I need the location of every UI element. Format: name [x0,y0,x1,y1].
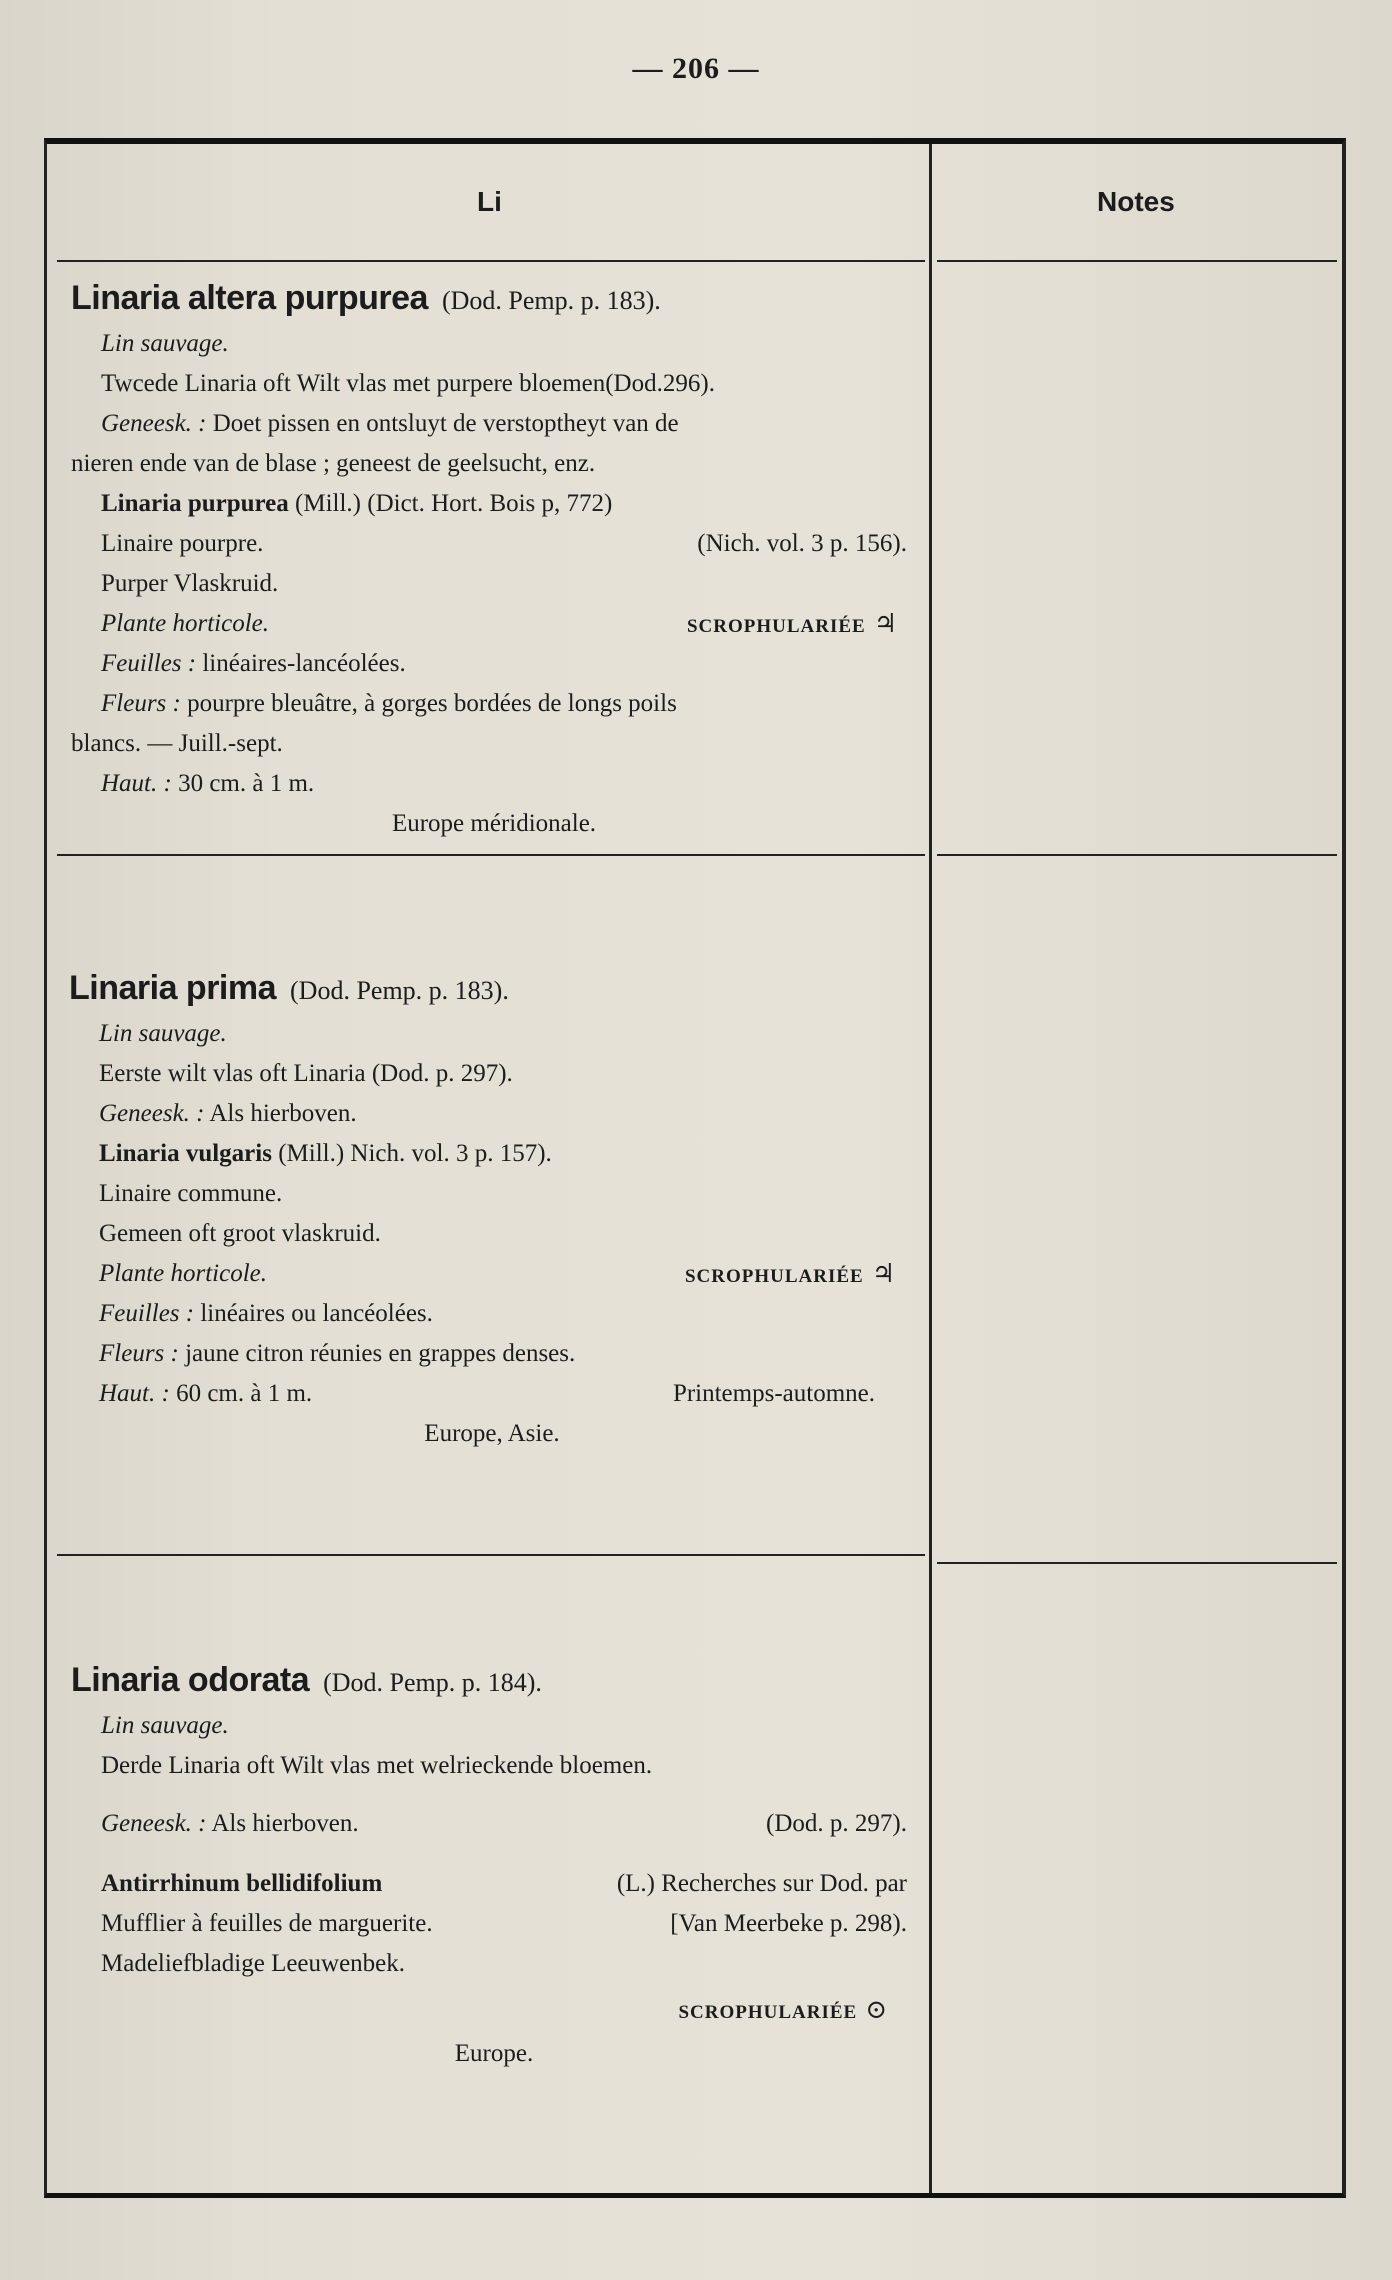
annual-symbol-icon: ⊙ [865,1995,887,2024]
geneesk-label: Geneesk. : [101,1810,207,1837]
entry-title: Linaria prima [69,969,277,1007]
geneesk-label: Geneesk. : [101,410,207,437]
dutch-common-name: Purper Vlaskruid. [101,570,279,597]
entry-linaria-prima [69,962,915,1454]
feuilles-label: Feuilles : [99,1300,195,1327]
plant-type: Plante horticole. [101,610,270,637]
entry-rule-2-right [937,1562,1337,1564]
region: Europe méridionale. [391,810,597,837]
geneesk-text: Als hierboven. [211,1810,359,1837]
entry-rule-2-left [57,1554,925,1556]
family-name: SCROPHULARIÉE [678,2002,858,2023]
geneesk-reference: (Dod. p. 297). [766,1810,907,1837]
haut-text: 60 cm. à 1 m. [176,1380,313,1407]
column-header-notes: Notes [1097,186,1175,217]
fleurs-text-continued: blancs. — Juill.-sept. [71,730,283,757]
feuilles-label: Feuilles : [101,650,197,677]
haut-text: 30 cm. à 1 m. [178,770,315,797]
column-divider [929,144,932,2193]
synonym-reference: (Mill.) (Dict. Hort. Bois p, 772) [295,490,613,517]
synonym-name: Linaria purpurea [101,490,289,517]
entry-reference: (Dod. Pemp. p. 183). [290,976,509,1005]
entry-rule-1-left [57,854,925,856]
french-name: Lin sauvage. [101,1712,229,1739]
synonym-reference: (Mill.) Nich. vol. 3 p. 157). [278,1140,552,1167]
region: Europe. [454,2040,534,2067]
geneesk-text-continued: nieren ende van de blase ; geneest de geelsucht, enz. [71,450,596,477]
perennial-symbol-icon: ♃ [873,609,897,638]
fleurs-text: jaune citron réunies en grappes denses. [185,1340,576,1367]
synonym-reference: (L.) Recherches sur Dod. par [616,1870,907,1897]
entry-linaria-altera-purpurea [71,272,917,844]
geneesk-label: Geneesk. : [99,1100,205,1127]
header-rule-right [937,260,1337,262]
entry-rule-1-right [937,854,1337,856]
fleurs-text: pourpre bleuâtre, à gorges bordées de longs poils [187,690,677,717]
french-common-reference: (Nich. vol. 3 p. 156). [697,530,907,557]
dutch-common-name: Madeliefbladige Leeuwenbek. [101,1950,406,1977]
french-common-name: Mufflier à feuilles de marguerite. [101,1910,433,1937]
feuilles-text: linéaires ou lancéolées. [200,1300,433,1327]
feuilles-text: linéaires-lancéolées. [202,650,406,677]
entry-linaria-odorata [71,1654,917,2074]
fleurs-label: Fleurs : [101,690,181,717]
synonym-name: Antirrhinum bellidifolium [101,1870,383,1897]
entry-reference: (Dod. Pemp. p. 183). [441,286,661,315]
entries-table [44,138,1346,2198]
region: Europe, Asie. [424,1420,560,1447]
french-common-name: Linaire commune. [99,1180,283,1207]
perennial-symbol-icon: ♃ [871,1259,895,1288]
dutch-description: Eerste wilt vlas oft Linaria (Dod. p. 297). [99,1060,513,1087]
french-common-name: Linaire pourpre. [101,530,264,557]
dutch-common-name: Gemeen oft groot vlaskruid. [99,1220,381,1247]
family-name: SCROPHULARIÉE [684,1266,864,1287]
haut-label: Haut. : [99,1380,170,1407]
dutch-description: Derde Linaria oft Wilt vlas met welrieckende bloemen. [101,1752,653,1779]
entry-reference: (Dod. Pemp. p. 184). [323,1668,542,1697]
flowering-season: Printemps-automne. [672,1380,875,1407]
page-number: — 206 — [632,52,760,85]
french-name: Lin sauvage. [101,330,229,357]
header-rule-left [57,260,925,262]
entry-title: Linaria altera purpurea [71,279,428,317]
entry-title: Linaria odorata [71,1661,310,1699]
plant-type: Plante horticole. [99,1260,268,1287]
family-name: SCROPHULARIÉE [686,616,866,637]
column-header-li: Li [477,186,502,217]
french-name: Lin sauvage. [99,1020,227,1047]
geneesk-text: Doet pissen en ontsluyt de verstoptheyt van de [212,410,679,437]
geneesk-text: Als hierboven. [209,1100,357,1127]
fleurs-label: Fleurs : [99,1340,179,1367]
haut-label: Haut. : [101,770,172,797]
dutch-description: Twcede Linaria oft Wilt vlas met purpere bloemen(Dod.296). [101,370,715,397]
synonym-name: Linaria vulgaris [99,1140,272,1167]
french-common-reference: [Van Meerbeke p. 298). [670,1910,907,1937]
